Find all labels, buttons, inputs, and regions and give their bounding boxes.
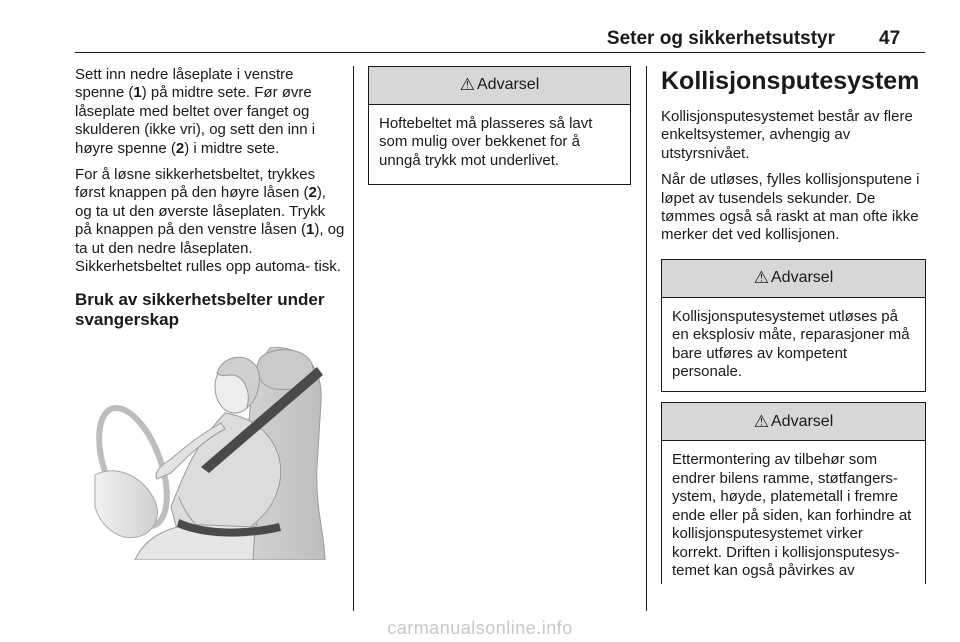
warning-box-airbag-repair bbox=[661, 259, 926, 393]
warning-triangle-icon: ⚠ bbox=[753, 411, 769, 431]
column-divider-2 bbox=[646, 66, 647, 611]
page-header-title: Seter og sikkerhetsutstyr bbox=[606, 28, 835, 49]
column-left bbox=[75, 66, 345, 350]
airbag-intro-paragraph: Kollisjonsputesystemet består av flere enkeltsystemer, avhengig av utstyrsnivået. bbox=[661, 108, 913, 162]
column-divider-1 bbox=[353, 66, 354, 611]
warning-triangle-icon: ⚠ bbox=[753, 268, 769, 288]
warning-header: ⚠ Advarsel bbox=[662, 260, 925, 298]
airbag-deploy-paragraph: Når de utløses, fylles kollisjonsputene i løpet av tusendels sekunder. De tømmes også så raskt at man ofte ikke merker det ved kollisjonen. bbox=[661, 171, 920, 244]
watermark: carmanualsonline.info bbox=[387, 618, 573, 638]
warning-box-lap-belt bbox=[368, 66, 631, 185]
warning-text: Ettermontering av tilbehør som endrer bilens ramme, støtfangers‑ ystem, høyde, platemetall i fremre ende eller på siden, kan forhindre at kollisjonsputesystemet virker korrekt. Driften i kollisjonsputesys‑ temet kan også påvirkes av bbox=[672, 451, 912, 579]
warning-text: Hoftebeltet må plasseres så lavt som mulig over bekkenet for å unngå trykk mot underlivet. bbox=[379, 115, 593, 169]
column-middle bbox=[368, 66, 631, 185]
header-rule bbox=[75, 52, 925, 53]
warning-header: ⚠ Advarsel bbox=[662, 403, 925, 441]
pregnancy-subheading: Bruk av sikkerhetsbelter under svangerskap bbox=[75, 290, 325, 330]
page-number: 47 bbox=[879, 28, 901, 49]
airbag-heading: Kollisjonsputesystem bbox=[661, 67, 920, 95]
warning-triangle-icon: ⚠ bbox=[459, 75, 475, 95]
column-right bbox=[661, 66, 926, 584]
seatbelt-release-paragraph: For å løsne sikkerhetsbeltet, trykkes først knappen på den høyre låsen (2), og ta ut den øverste låseplaten. Trykk på knappen på den venstre låsen (1), og ta ut den nedre låseplaten. Sikkerhetsbeltet rulles opp automa‑ tisk. bbox=[75, 166, 345, 276]
warning-box-accessories bbox=[661, 402, 926, 584]
seatbelt-fasten-paragraph: Sett inn nedre låseplate i venstre spenne (1) på midtre sete. Før øvre låseplate med beltet over fanget og skulderen (ikke vri), og sett den inn i høyre spenne (2) i midtre sete. bbox=[75, 66, 316, 157]
warning-text: Kollisjonsputesystemet utløses på en eksplosiv måte, reparasjoner må bare utføres av kompetent personale. bbox=[672, 307, 910, 381]
pregnant-driver-seatbelt-illustration bbox=[75, 347, 337, 560]
warning-header: ⚠ Advarsel bbox=[369, 67, 630, 105]
